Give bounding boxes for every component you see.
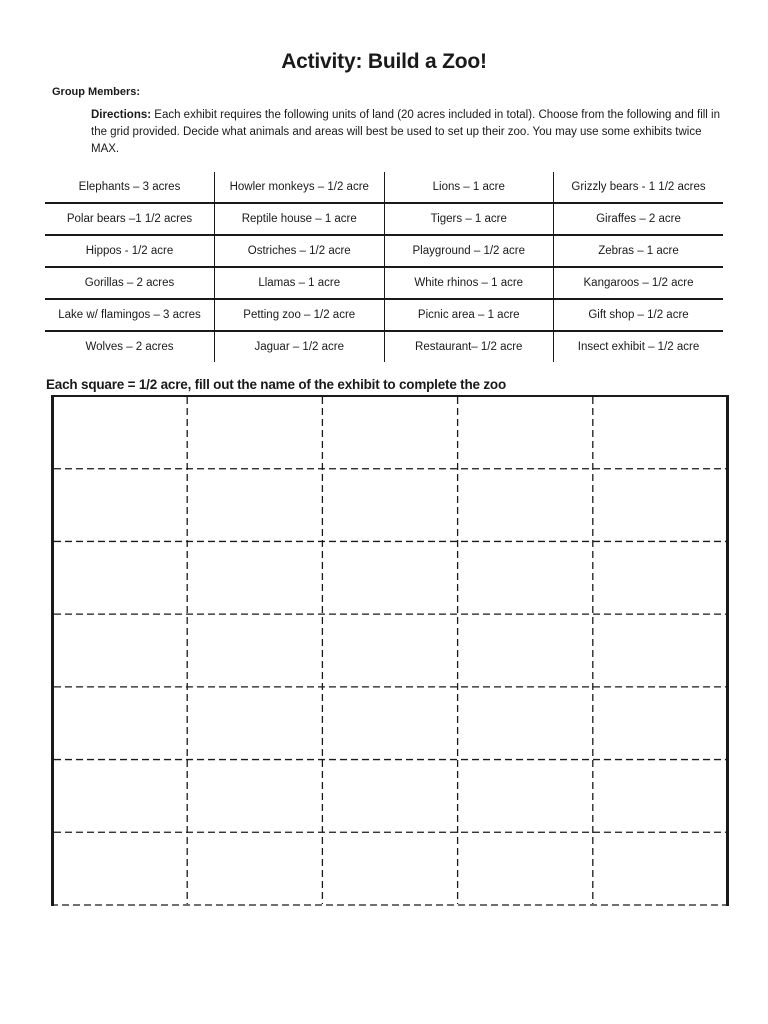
zoo-grid-cell[interactable]	[324, 398, 455, 467]
zoo-grid-cell[interactable]	[324, 762, 455, 831]
exhibit-table	[45, 172, 723, 362]
zoo-grid-lines	[51, 395, 729, 906]
exhibit-cell: Tigers – 1 acre	[384, 203, 554, 235]
zoo-grid-cell[interactable]	[54, 543, 185, 612]
exhibit-cell: Ostriches – 1/2 acre	[215, 235, 385, 267]
exhibit-row	[45, 267, 723, 299]
directions	[91, 107, 723, 158]
grid-caption: Each square = 1/2 acre, fill out the name of the exhibit to complete the zoo	[46, 377, 507, 392]
exhibit-cell: Kangaroos – 1/2 acre	[554, 267, 724, 299]
exhibit-cell: Playground – 1/2 acre	[384, 235, 554, 267]
zoo-grid-cell[interactable]	[595, 398, 726, 467]
zoo-grid-cell[interactable]	[460, 398, 591, 467]
zoo-grid-cell[interactable]	[189, 689, 320, 758]
zoo-grid-cell[interactable]	[189, 616, 320, 685]
zoo-grid-cell[interactable]	[189, 398, 320, 467]
zoo-grid-cell[interactable]	[595, 689, 726, 758]
exhibit-row	[45, 203, 723, 235]
zoo-grid-cell[interactable]	[189, 834, 320, 903]
exhibit-cell: Jaguar – 1/2 acre	[215, 331, 385, 362]
zoo-grid-cell[interactable]	[324, 616, 455, 685]
zoo-grid-cell[interactable]	[54, 834, 185, 903]
zoo-grid-cell[interactable]	[460, 762, 591, 831]
exhibit-cell: Lions – 1 acre	[384, 172, 554, 203]
zoo-grid-cell[interactable]	[189, 543, 320, 612]
zoo-grid	[51, 395, 729, 906]
exhibit-cell: Grizzly bears - 1 1/2 acres	[554, 172, 724, 203]
zoo-grid-cell[interactable]	[595, 543, 726, 612]
group-members-label: Group Members:	[52, 86, 141, 98]
zoo-grid-cell[interactable]	[595, 471, 726, 540]
zoo-grid-cell[interactable]	[54, 471, 185, 540]
exhibit-cell: Restaurant– 1/2 acre	[384, 331, 554, 362]
zoo-grid-cell[interactable]	[595, 762, 726, 831]
zoo-grid-cell[interactable]	[189, 471, 320, 540]
exhibit-cell: Lake w/ flamingos – 3 acres	[45, 299, 215, 331]
exhibit-cell: Reptile house – 1 acre	[215, 203, 385, 235]
directions-lead: Directions:	[91, 109, 152, 121]
exhibit-cell: Polar bears –1 1/2 acres	[45, 203, 215, 235]
exhibit-row	[45, 235, 723, 267]
exhibit-row	[45, 299, 723, 331]
exhibit-row	[45, 331, 723, 362]
zoo-grid-cell[interactable]	[460, 543, 591, 612]
exhibit-cell: Picnic area – 1 acre	[384, 299, 554, 331]
zoo-grid-cell[interactable]	[460, 471, 591, 540]
exhibit-cell: Wolves – 2 acres	[45, 331, 215, 362]
directions-text: Each exhibit requires the following units of land (20 acres included in total). Choose from the following and fill in the grid provided. Decide what animals and areas will best be used to set up their zoo. You may use some exhibits twice MAX.	[91, 109, 721, 155]
page-title: Activity: Build a Zoo!	[281, 50, 487, 73]
exhibit-cell: Llamas – 1 acre	[215, 267, 385, 299]
zoo-grid-cell[interactable]	[595, 834, 726, 903]
exhibit-cell: Hippos - 1/2 acre	[45, 235, 215, 267]
zoo-grid-cell[interactable]	[54, 616, 185, 685]
zoo-grid-cell[interactable]	[324, 543, 455, 612]
zoo-grid-cell[interactable]	[189, 762, 320, 831]
zoo-grid-cell[interactable]	[324, 834, 455, 903]
zoo-grid-cell[interactable]	[54, 689, 185, 758]
exhibit-cell: Zebras – 1 acre	[554, 235, 724, 267]
exhibit-cell: Giraffes – 2 acre	[554, 203, 724, 235]
exhibit-cell: Gorillas – 2 acres	[45, 267, 215, 299]
exhibit-row	[45, 172, 723, 203]
exhibit-cell: Petting zoo – 1/2 acre	[215, 299, 385, 331]
zoo-grid-cell[interactable]	[54, 398, 185, 467]
zoo-grid-cell[interactable]	[54, 762, 185, 831]
exhibit-cell: Gift shop – 1/2 acre	[554, 299, 724, 331]
zoo-grid-cell[interactable]	[460, 616, 591, 685]
zoo-grid-cell[interactable]	[595, 616, 726, 685]
zoo-grid-cell[interactable]	[324, 471, 455, 540]
exhibit-cell: Howler monkeys – 1/2 acre	[215, 172, 385, 203]
exhibit-cell: White rhinos – 1 acre	[384, 267, 554, 299]
exhibit-cell: Insect exhibit – 1/2 acre	[554, 331, 724, 362]
exhibit-cell: Elephants – 3 acres	[78, 181, 181, 193]
zoo-grid-cell[interactable]	[324, 689, 455, 758]
zoo-grid-cell[interactable]	[460, 689, 591, 758]
zoo-grid-cell[interactable]	[460, 834, 591, 903]
